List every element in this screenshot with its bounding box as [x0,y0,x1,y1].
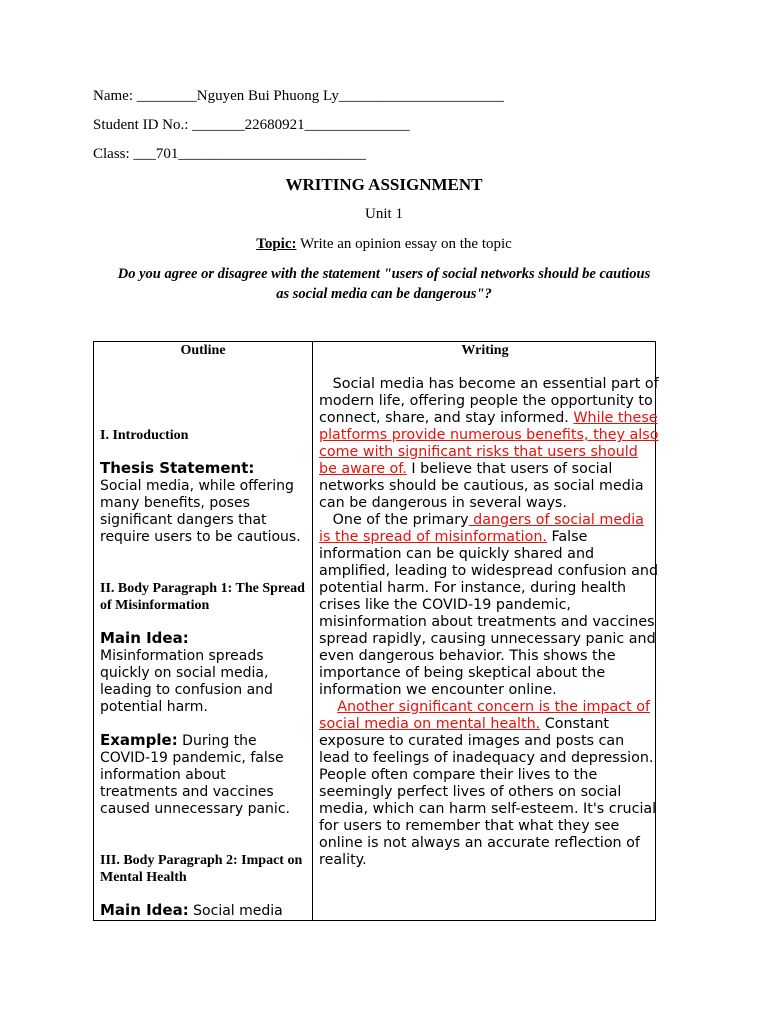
essay-question [95,264,673,304]
body1-main-text: Misinformation spreads quickly on social media, leading to confusion and potential harm. [100,648,273,715]
writing-paragraph-2 [319,512,659,699]
thesis-label: Thesis Statement: [100,459,255,477]
class-line: Class: ___701_________________________ [93,146,366,162]
p1-text: Social media has become an essential part of modern life, offering people the opportunity to connect, share, and stay informed. [319,376,664,426]
p2-highlight: dangers of social media is the spread of misinformation. [319,512,644,545]
p1-end-text: I believe that users of social networks should be cautious, as social media can be dangerous in several ways. [319,461,644,511]
student-id-line: Student ID No.: _______22680921______________ [93,117,410,133]
p3-indent [319,699,337,715]
body2-main-label: Main Idea: [100,901,189,919]
question-line-2: as social media can be dangerous"? [276,286,492,302]
writing-paragraph-1 [319,376,664,512]
body1-example [100,732,305,818]
body1-heading: II. Body Paragraph 1: The Spread of Misinformation [100,581,305,613]
p2-text: One of the primary [319,512,469,528]
name-line: Name: ________Nguyen Bui Phuong Ly______________________ [93,88,504,104]
thesis-block [100,460,305,546]
outline-column-header: Outline [180,343,226,358]
outline-writing-table [93,341,664,921]
body2-main-idea [100,902,305,920]
topic-text: Write an opinion essay on the topic [296,236,512,252]
unit-label: Unit 1 [365,206,403,222]
body1-example-text: During the COVID-19 pandemic, false information about treatments and vaccines caused unnecessary panic. [100,733,290,817]
column-divider [312,342,313,920]
question-line-1: Do you agree or disagree with the statement "users of social networks should be cautious [117,266,651,282]
thesis-text: Social media, while offering many benefits, poses significant dangers that require users to be cautious. [100,478,301,545]
p1-highlight: While these platforms provide numerous benefits, they also come with significant risks that users should be aware of. [319,410,659,477]
p3-end-text: Constant exposure to curated images and posts can lead to feelings of inadequacy and depression. People often compare their lives to the seemingly perfect lives of others on social media, which can harm self-esteem. It's crucial for users to remember that what they see online is not always an accurate reflection of reality. [319,716,657,868]
body1-main-label: Main Idea: [100,629,189,647]
writing-column [319,376,664,869]
body1-example-label: Example: [100,731,178,749]
body2-heading: III. Body Paragraph 2: Impact on Mental Health [100,853,303,885]
writing-column-header: Writing [461,343,509,358]
p3-highlight: Another significant concern is the impact of social media on mental health. [319,699,651,732]
topic-line [0,236,768,253]
body1-main-idea [100,630,305,716]
assignment-title: WRITING ASSIGNMENT [285,175,483,194]
topic-label: Topic: [256,236,297,252]
p2-end-text: False information can be quickly shared and amplified, leading to widespread confusion and potential harm. For instance, during health crises like the COVID-19 pandemic, misinformation about treatments and vaccines spread rapidly, causing unnecessary panic and even dangerous behavior. This shows the importance of being skeptical about the information we encounter online. [319,529,659,698]
body2-main-text: Social media [188,903,283,919]
writing-paragraph-3 [319,699,659,869]
intro-heading: I. Introduction [100,428,189,443]
